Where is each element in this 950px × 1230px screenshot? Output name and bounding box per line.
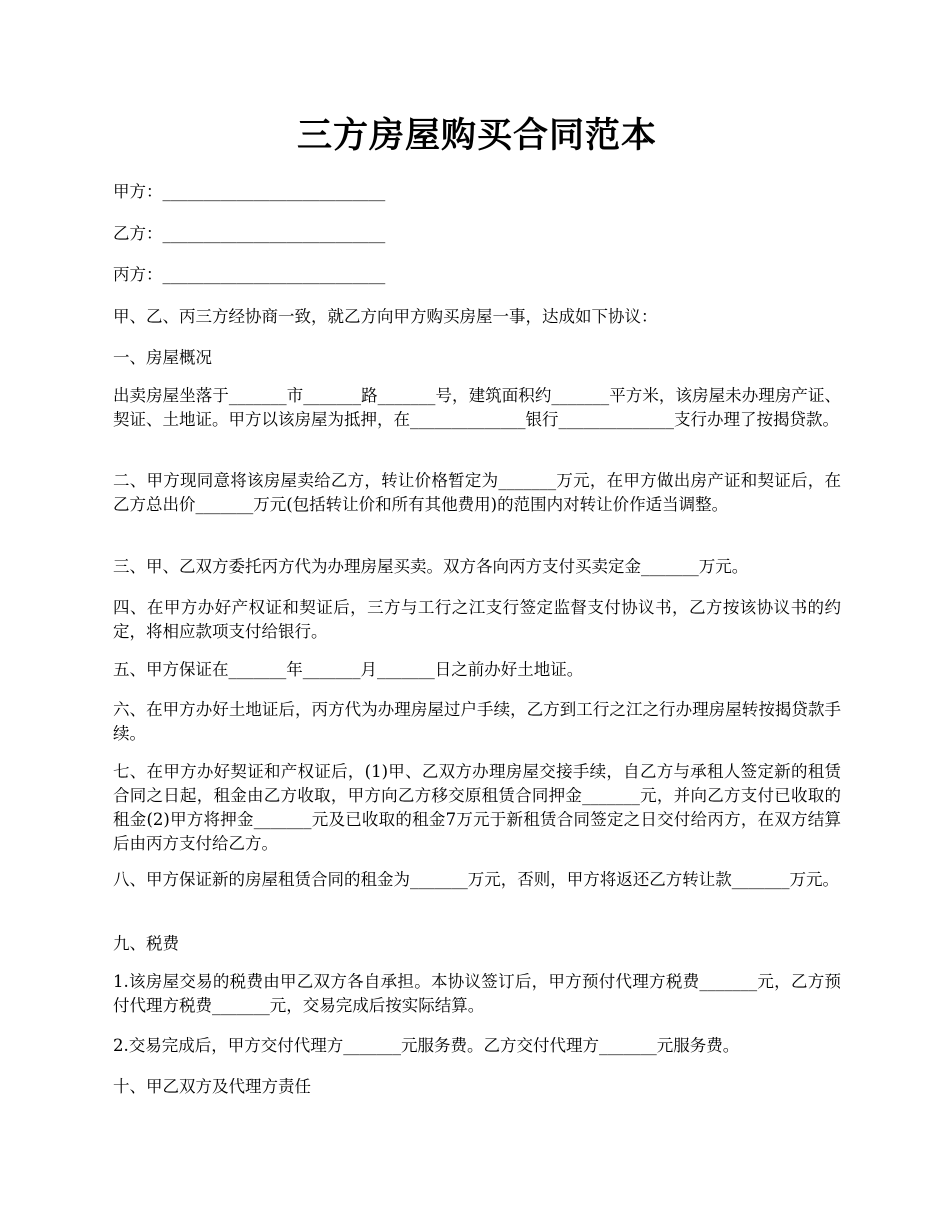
tax-clause-2: 2.交易完成后，甲方交付代理方_______元服务费。乙方交付代理方_______元服务费。 — [113, 1036, 740, 1055]
clause-paragraph-7: 七、在甲方办好契证和产权证后，(1)甲、乙双方办理房屋交接手续，自乙方与承租人签定新的租赁合同之日起，租金由乙方收取，甲方向乙方移交原租赁合同押金_______元，并向乙方支付已收取的租金(2)甲方将押金_______元及已收取的租金7万元于新租赁合同签定之日交付给丙方，在双方结算后由丙方支付给乙方。 — [113, 762, 841, 853]
clause-paragraph-8: 八、甲方保证新的房屋租赁合同的租金为_______万元，否则，甲方将返还乙方转让款_______万元。 — [113, 870, 839, 889]
section-heading-1: 一、房屋概况 — [113, 348, 212, 367]
clause-paragraph-4: 四、在甲方办好产权证和契证后，三方与工行之江支行签定监督支付协议书，乙方按该协议书的约定，将相应款项支付给银行。 — [113, 598, 841, 641]
clause-paragraph-6: 六、在甲方办好土地证后，丙方代为办理房屋过户手续，乙方到工行之江之行办理房屋转按揭贷款手续。 — [113, 700, 841, 743]
preamble-paragraph: 甲、乙、丙三方经协商一致，就乙方向甲方购买房屋一事，达成如下协议： — [113, 307, 658, 326]
clause-paragraph-1: 出卖房屋坐落于_______市_______路_______号，建筑面积约_______平方米，该房屋未办理房产证、契证、土地证。甲方以该房屋为抵押，在______________银行______________支行办理了按揭贷款。 — [113, 386, 841, 429]
party-c-line: 丙方：___________________________ — [113, 265, 386, 284]
party-b-line: 乙方：___________________________ — [113, 224, 386, 243]
party-a-line: 甲方：___________________________ — [113, 182, 386, 201]
clause-paragraph-5: 五、甲方保证在_______年_______月_______日之前办好土地证。 — [113, 660, 584, 679]
clause-paragraph-2: 二、甲方现同意将该房屋卖给乙方，转让价格暂定为_______万元，在甲方做出房产证和契证后，在乙方总出价_______万元(包括转让价和所有其他费用)的范围内对转让价作适当调整。 — [113, 471, 841, 514]
tax-clause-1: 1.该房屋交易的税费由甲乙双方各自承担。本协议签订后，甲方预付代理方税费_______元，乙方预付代理方税费_______元，交易完成后按实际结算。 — [113, 972, 841, 1015]
section-heading-9: 九、税费 — [113, 934, 179, 953]
clause-paragraph-3: 三、甲、乙双方委托丙方代为办理房屋买卖。双方各向丙方支付买卖定金_______万元。 — [113, 557, 749, 576]
document-title: 三方房屋购买合同范本 — [296, 115, 657, 156]
section-heading-10: 十、甲乙双方及代理方责任 — [113, 1077, 311, 1096]
